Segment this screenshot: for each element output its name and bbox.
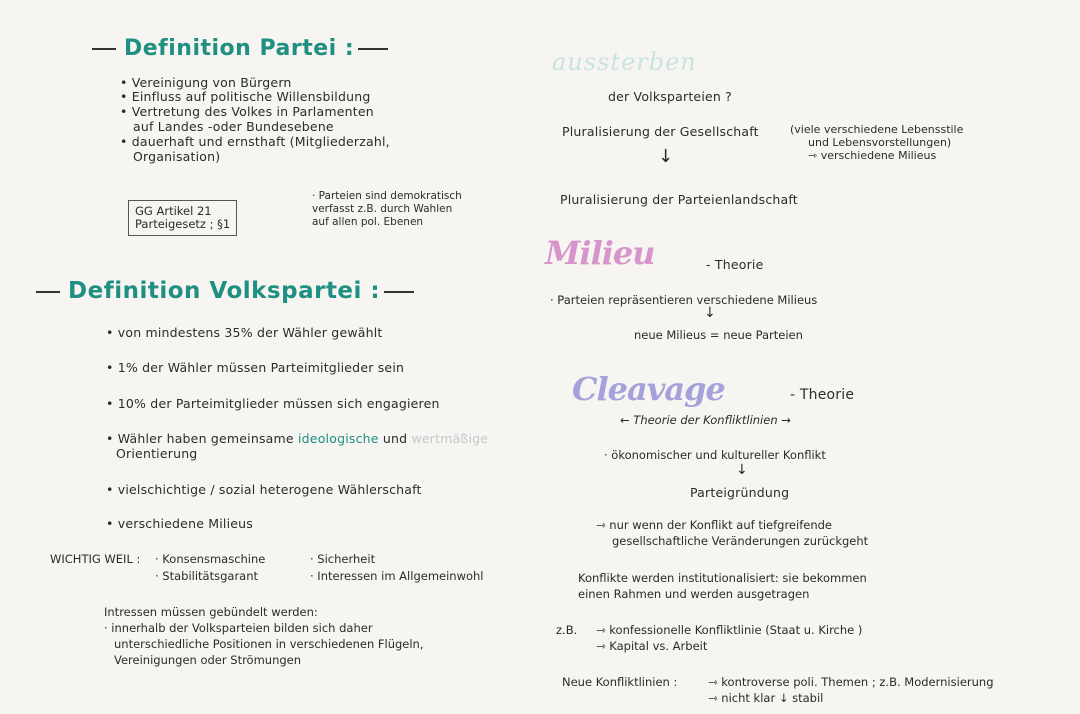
pluralisierung-1: Pluralisierung der Gesellschaft <box>562 124 759 139</box>
volks-item-3: • 10% der Parteimitglieder müssen sich engagieren <box>106 397 440 411</box>
volks-item-4-cont: Orientierung <box>116 446 198 461</box>
partei-item-2: • Einfluss auf politische Willensbildung <box>120 90 371 104</box>
plural-note <box>790 123 963 162</box>
note-line-2: verfasst z.B. durch Wahlen <box>312 203 453 215</box>
cleavage-theorie: - Theorie <box>790 387 855 403</box>
neue-line-2: ⇾ nicht klar ↓ stabil <box>708 691 824 705</box>
wichtig-item-1: · Konsensmaschine <box>155 552 266 566</box>
neue-label: Neue Konfliktlinien : <box>562 675 678 689</box>
wichtig-item-4: · Interessen im Allgemeinwohl <box>310 569 484 583</box>
nur-line-2: gesellschaftliche Veränderungen zurückgeht <box>612 534 869 548</box>
milieu-item: · Parteien repräsentieren verschiedene Milieus <box>550 293 818 307</box>
demokratisch-note <box>312 190 462 229</box>
definition-volkspartei-heading <box>36 278 414 304</box>
zb-label: z.B. <box>556 623 578 637</box>
subtitle: der Volksparteien ? <box>608 89 733 104</box>
ideologische-word: ideologische <box>298 431 379 446</box>
parteigruendung: Parteigründung <box>690 485 790 500</box>
heading-text: Definition Partei : <box>124 36 355 61</box>
partei-item-4: • dauerhaft und ernsthaft (Mitgliederzahl, <box>120 135 390 149</box>
volks-item-6: • verschiedene Milieus <box>106 517 253 531</box>
definition-partei-heading <box>92 36 388 61</box>
gg-artikel-box <box>128 200 237 236</box>
wichtig-item-3: · Stabilitätsgarant <box>155 569 259 583</box>
faded-word: wertmäßige <box>411 431 489 446</box>
partei-item-4-cont: Organisation) <box>133 149 221 164</box>
arrow-down-1: ↓ <box>658 146 674 167</box>
interessen-line-2: · innerhalb der Volksparteien bilden sich daher <box>104 621 373 635</box>
volks-item-1: • von mindestens 35% der Wähler gewählt <box>106 326 383 340</box>
heading-dash <box>92 48 116 50</box>
note-line-1: · Parteien sind demokratisch <box>312 190 462 202</box>
neue-line-1: ⇾ kontroverse poli. Themen ; z.B. Modernisierung <box>708 675 994 689</box>
heading-dash-end <box>384 291 414 293</box>
interessen-line-1: Intressen müssen gebündelt werden: <box>104 605 318 619</box>
heading-dash <box>36 291 60 293</box>
aussterben-title: aussterben <box>552 48 697 76</box>
nur-line-1: ⇾ nur wenn der Konflikt auf tiefgreifende <box>596 518 832 532</box>
wichtig-label: WICHTIG WEIL : <box>50 552 141 566</box>
arrow-down-2: ↓ <box>704 305 716 321</box>
plural-note-3: ⇾ verschiedene Milieus <box>808 149 937 162</box>
partei-item-3-cont: auf Landes -oder Bundesebene <box>133 119 334 134</box>
volks-item-4: • Wähler haben gemeinsame ideologische und wertmäßige <box>106 432 488 446</box>
milieu-word: Milieu <box>545 234 655 272</box>
note-line-3: auf allen pol. Ebenen <box>312 216 424 228</box>
box-line-2: Parteigesetz ; §1 <box>135 217 231 231</box>
plural-note-2: und Lebensvorstellungen) <box>808 136 952 149</box>
zb-line-1: ⇾ konfessionelle Konfliktlinie (Staat u. Kirche ) <box>596 623 863 637</box>
inst-line-1: Konflikte werden institutionalisiert: sie bekommen <box>578 571 867 585</box>
arrow-down-3: ↓ <box>736 462 748 478</box>
milieu-result: neue Milieus = neue Parteien <box>634 328 803 342</box>
plural-note-1: (viele verschiedene Lebensstile <box>790 123 964 136</box>
volks-item-5: • vielschichtige / sozial heterogene Wählerschaft <box>106 483 422 497</box>
konflikt-item: · ökonomischer und kultureller Konflikt <box>604 448 826 462</box>
pluralisierung-2: Pluralisierung der Parteienlandschaft <box>560 192 798 207</box>
volks-item-2: • 1% der Wähler müssen Parteimitglieder sein <box>106 361 404 375</box>
milieu-theorie: - Theorie <box>706 257 764 272</box>
inst-line-2: einen Rahmen und werden ausgetragen <box>578 587 810 601</box>
interessen-line-3: unterschiedliche Positionen in verschiedenen Flügeln, <box>114 637 424 651</box>
partei-item-3: • Vertretung des Volkes in Parlamenten <box>120 105 374 119</box>
interessen-line-4: Vereinigungen oder Strömungen <box>114 653 302 667</box>
box-line-1: GG Artikel 21 <box>135 204 212 218</box>
heading-dash-end <box>358 48 388 50</box>
zb-line-2: ⇾ Kapital vs. Arbeit <box>596 639 708 653</box>
heading-text: Definition Volkspartei : <box>68 278 381 304</box>
wichtig-item-2: · Sicherheit <box>310 552 376 566</box>
konflikt-title: ← Theorie der Konfliktlinien → <box>620 413 791 427</box>
partei-item-1: • Vereinigung von Bürgern <box>120 76 292 90</box>
cleavage-word: Cleavage <box>572 370 725 408</box>
